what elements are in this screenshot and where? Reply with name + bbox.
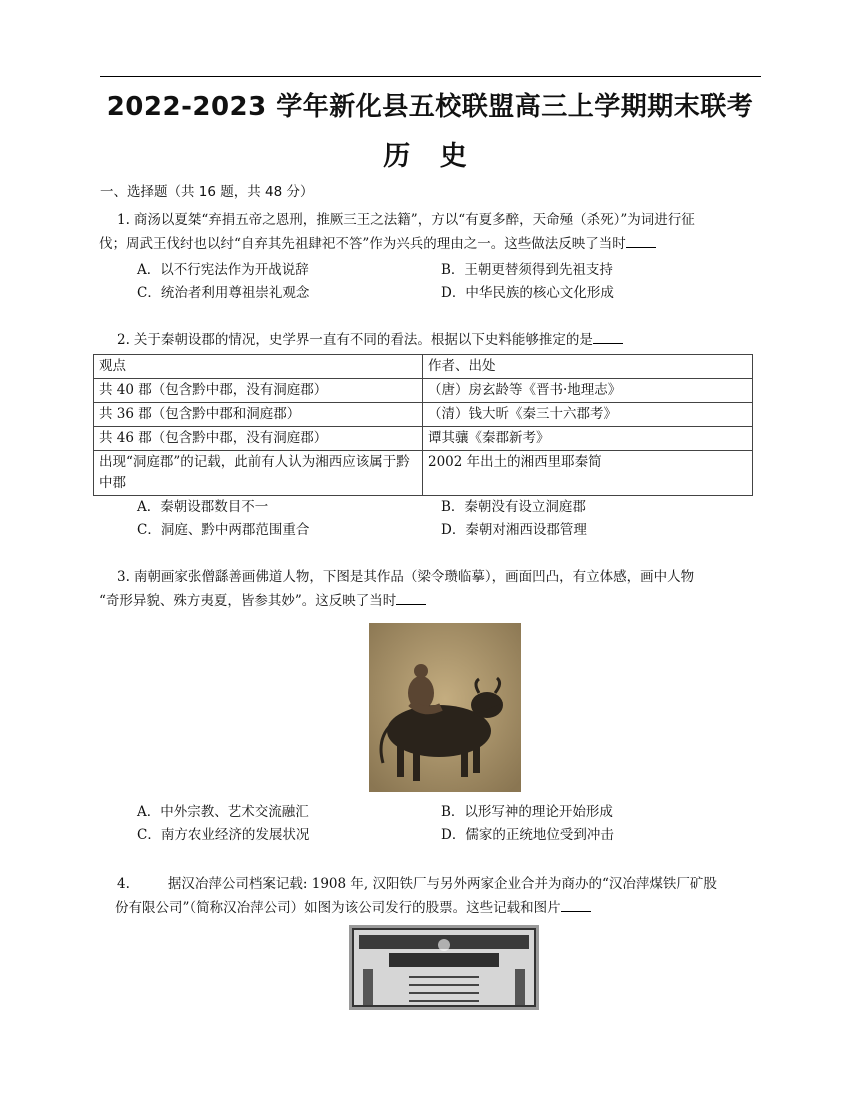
stock-certificate-image <box>349 925 539 1010</box>
painting-image <box>369 623 521 792</box>
header-rule <box>100 76 761 77</box>
option-b[interactable]: B．王朝更替须得到先祖支持 <box>441 262 613 278</box>
option-c[interactable]: C．统治者利用尊祖崇礼观念 <box>137 285 310 301</box>
question-stem: 伐；周武王伐纣也以纣“自弃其先祖肆祀不答”作为兴兵的理由之一。这些做法反映了当时 <box>99 236 626 252</box>
option-d[interactable]: D．中华民族的核心文化形成 <box>441 285 614 301</box>
question-stem: 商汤以夏桀“弃捐五帝之恩刑，推厥三王之法籍”，方以“有夏多醉，天命殛（杀死）”为词进行征 <box>133 212 695 228</box>
answer-blank <box>593 329 623 344</box>
table-cell: 共 46 郡（包含黔中郡，没有洞庭郡） <box>94 427 423 451</box>
table-cell: 共 40 郡（包含黔中郡，没有洞庭郡） <box>94 379 423 403</box>
question-stem: 份有限公司”（简称汉冶萍公司）如图为该公司发行的股票。这些记载和图片 <box>115 900 561 916</box>
answer-blank <box>561 897 591 912</box>
option-c[interactable]: C．南方农业经济的发展状况 <box>137 827 310 843</box>
question-2 <box>117 328 757 352</box>
question-stem: 南朝画家张僧繇善画佛道人物，下图是其作品（梁令瓒临摹），画面凹凸，有立体感，画中人物 <box>133 569 695 585</box>
table-cell: 共 36 郡（包含黔中郡和洞庭郡） <box>94 403 423 427</box>
question-3 <box>99 565 757 613</box>
option-a[interactable]: A．秦朝设郡数目不一 <box>137 499 269 515</box>
table-row <box>94 451 753 496</box>
answer-blank <box>396 590 426 605</box>
option-a[interactable]: A．以不行宪法作为开战说辞 <box>137 262 309 278</box>
table-cell: （唐）房玄龄等《晋书·地理志》 <box>423 379 753 403</box>
question-stem: 关于秦朝设郡的情况，史学界一直有不同的看法。根据以下史料能够推定的是 <box>133 332 593 348</box>
question-stem: “奇形异貌、殊方夷夏，皆参其妙”。这反映了当时 <box>99 593 397 609</box>
table-cell: （清）钱大昕《秦三十六郡考》 <box>423 403 753 427</box>
section-header: 一、选择题（共 16 题，共 48 分） <box>100 184 314 200</box>
exam-title: 2022-2023 学年新化县五校联盟高三上学期期末联考 <box>106 92 754 122</box>
answer-blank <box>626 233 656 248</box>
option-d[interactable]: D．秦朝对湘西设郡管理 <box>441 522 587 538</box>
question-number: 2. <box>117 332 130 348</box>
question-number: 4. <box>117 876 130 892</box>
table-row <box>94 427 753 451</box>
table-row <box>94 379 753 403</box>
option-c[interactable]: C．洞庭、黔中两郡范围重合 <box>137 522 310 538</box>
table-header: 作者、出处 <box>423 355 753 379</box>
exam-subject: 历 史 <box>383 141 477 172</box>
table-row <box>94 403 753 427</box>
source-table <box>93 354 753 496</box>
table-cell: 谭其骧《秦郡新考》 <box>423 427 753 451</box>
option-a[interactable]: A．中外宗教、艺术交流融汇 <box>137 804 309 820</box>
table-cell: 2002 年出土的湘西里耶秦简 <box>423 451 753 496</box>
option-b[interactable]: B．秦朝没有设立洞庭郡 <box>441 499 586 515</box>
option-b[interactable]: B．以形写神的理论开始形成 <box>441 804 613 820</box>
question-stem: 据汉冶萍公司档案记载: 1908 年, 汉阳铁厂与另外两家企业合并为商办的“汉冶萍煤铁厂矿股 <box>167 876 717 892</box>
question-4 <box>117 872 777 920</box>
option-d[interactable]: D．儒家的正统地位受到冲击 <box>441 827 614 843</box>
question-number: 3. <box>117 569 130 585</box>
table-header: 观点 <box>94 355 423 379</box>
table-cell: 出现“洞庭郡”的记载，此前有人认为湘西应该属于黔中郡 <box>94 451 423 496</box>
question-number: 1. <box>117 212 130 228</box>
table-header-row <box>94 355 753 379</box>
question-1 <box>99 208 757 256</box>
